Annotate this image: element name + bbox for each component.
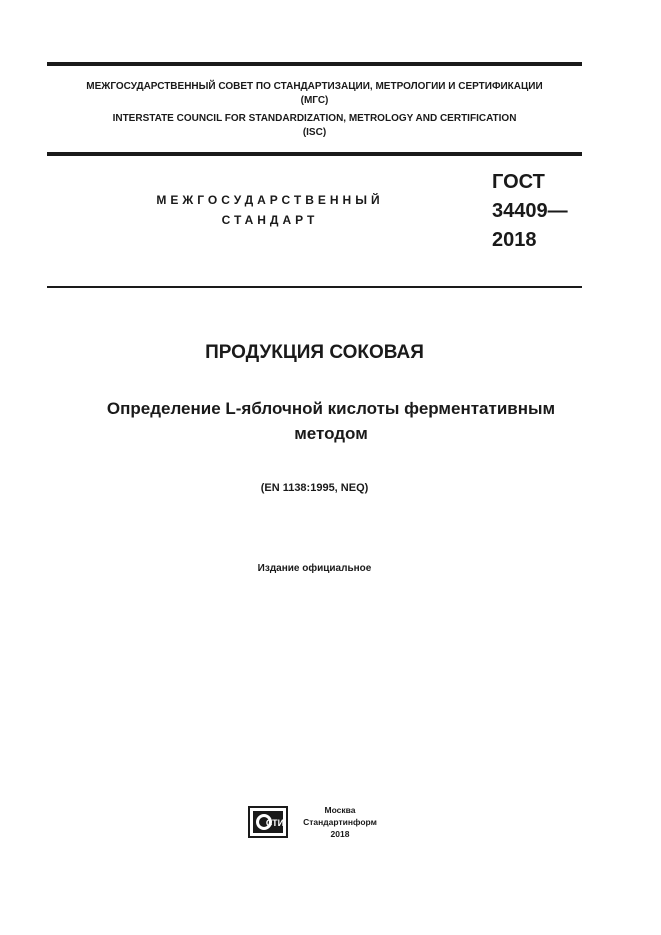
international-reference: (EN 1138:1995, NEQ) <box>260 482 369 494</box>
standartinform-logo-icon <box>248 806 288 838</box>
gost-prefix: ГОСТ <box>492 171 545 193</box>
council-name-english <box>47 112 582 140</box>
subtitle-line2: методом <box>294 424 368 443</box>
standard-type-line2: СТАНДАРТ <box>221 213 319 227</box>
gost-number: 34409— <box>492 200 568 222</box>
document-subtitle <box>47 396 615 446</box>
gost-year: 2018 <box>492 229 537 251</box>
middle-rule <box>47 152 582 156</box>
publisher-name: Стандартинформ <box>303 817 377 827</box>
publisher-year: 2018 <box>330 829 350 839</box>
council-name-russian <box>47 80 582 108</box>
document-title: ПРОДУКЦИЯ СОКОВАЯ <box>205 342 424 363</box>
gost-designation <box>492 168 568 255</box>
standard-type <box>130 190 410 230</box>
council-en-line1: INTERSTATE COUNCIL FOR STANDARDIZATION, METROLOGY AND CERTIFICATION <box>112 113 517 124</box>
council-ru-line2: (МГС) <box>300 95 329 106</box>
thin-rule <box>47 286 582 288</box>
council-en-line2: (ISC) <box>302 127 327 138</box>
logo-lettering: СТИ <box>265 818 285 828</box>
subtitle-line1: Определение L-яблочной кислоты ферментативным <box>106 399 556 418</box>
council-ru-line1: МЕЖГОСУДАРСТВЕННЫЙ СОВЕТ ПО СТАНДАРТИЗАЦИИ, МЕТРОЛОГИИ И СЕРТИФИКАЦИИ <box>86 81 543 92</box>
publisher-city: Москва <box>324 805 356 815</box>
standard-type-line1: МЕЖГОСУДАРСТВЕННЫЙ <box>156 193 384 207</box>
top-rule <box>47 62 582 66</box>
edition-label: Издание официальное <box>257 563 372 574</box>
publisher-info <box>300 804 380 840</box>
